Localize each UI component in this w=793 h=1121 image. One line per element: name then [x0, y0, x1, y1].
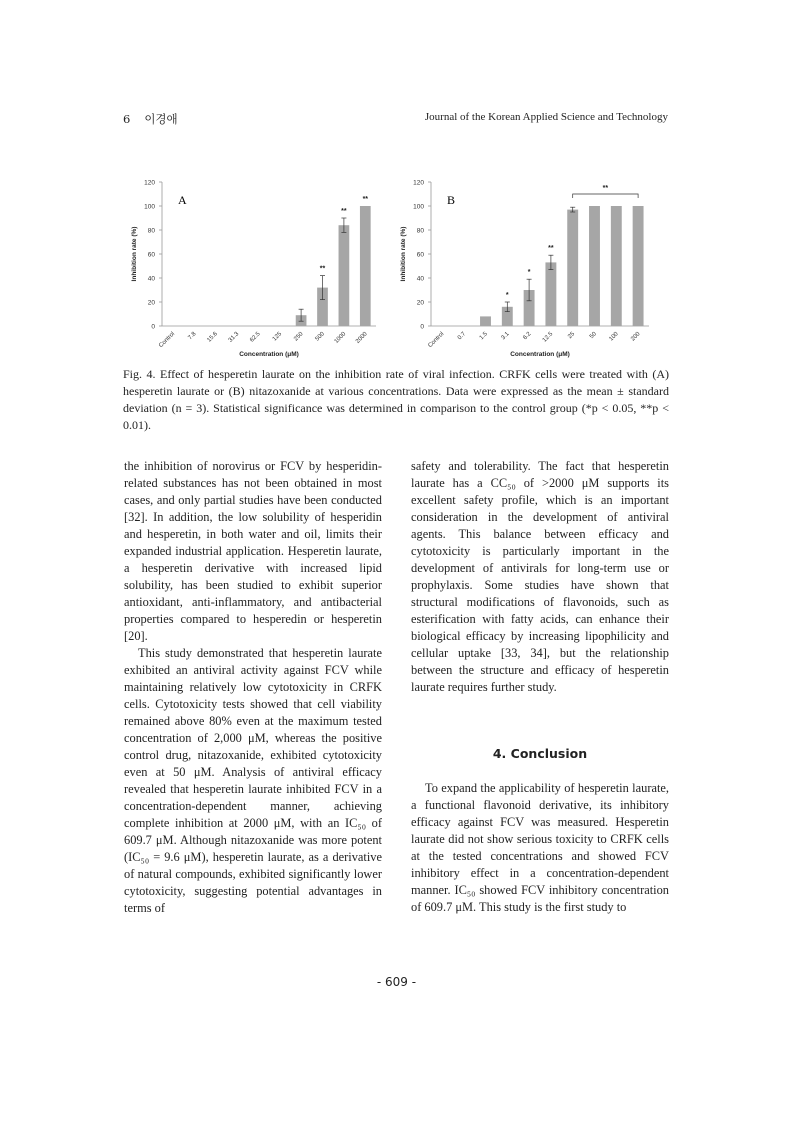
chart-b-svg — [395, 176, 655, 362]
significance-marker: ** — [362, 196, 369, 203]
y-tick-label: 100 — [413, 203, 424, 211]
x-tick-label: 15.6 — [206, 331, 219, 344]
y-tick-label: 120 — [144, 179, 155, 187]
x-tick-label: 200 — [630, 331, 642, 343]
significance-marker: * — [505, 292, 509, 299]
significance-marker: ** — [319, 265, 326, 273]
chart-panel-b — [395, 176, 655, 362]
paragraph: This study demonstrated that hesperetin laurate exhibited an antiviral activity against FCV while maintaining relatively low cytotoxicity in CRFK cells. Cytotoxicity tests showed that cell viability remained above 80% even at the maximum tested concentration of 2,000 μM, whereas the positive control drug, nitazoxanide, exhibited cytotoxicity even at 50 μM. Analysis of antiviral efficacy revealed that hesperetin laurate inhibited FCV in a concentration-dependent manner, achieving complete inhibition at 2000 μM, with an IC₅₀ of 609.7 μM. Although nitazoxanide was more potent (IC₅₀ = 9.6 μM), hesperetin laurate, as a derivative of natural compounds, exhibited significantly lower cytotoxicity, suggesting potential advantages in terms of — [124, 646, 382, 915]
x-tick-label: 500 — [314, 331, 326, 343]
y-tick-label: 80 — [416, 227, 424, 235]
body-right-column — [411, 458, 669, 696]
section-title: 4. Conclusion — [492, 746, 588, 761]
y-tick-label: 80 — [147, 227, 155, 235]
x-tick-label: 100 — [608, 331, 620, 343]
y-tick-label: 40 — [147, 275, 155, 283]
bar — [480, 316, 491, 326]
x-tick-label: 0.7 — [456, 331, 468, 342]
header-author: 이경애 — [144, 112, 178, 126]
x-tick-label: 3.1 — [500, 331, 511, 342]
bar — [567, 210, 578, 326]
x-tick-label: Control — [158, 331, 177, 350]
significance-marker: ** — [341, 208, 347, 215]
bar — [360, 206, 371, 326]
x-tick-label: 7.8 — [187, 331, 198, 342]
x-tick-label: 25 — [567, 331, 577, 341]
figure-caption — [123, 366, 669, 434]
x-axis-label: Concentration (μM) — [510, 351, 570, 358]
y-tick-label: 20 — [147, 299, 155, 307]
y-axis-label: Inhibition rate (%) — [400, 226, 407, 282]
bar — [545, 262, 556, 326]
x-axis-label: Concentration (μM) — [239, 351, 299, 358]
x-tick-label: 6.2 — [522, 331, 533, 342]
x-tick-label: 62.5 — [249, 331, 262, 344]
y-tick-label: 0 — [151, 323, 155, 331]
page-number: - 609 - — [376, 975, 417, 989]
significance-bracket — [573, 194, 638, 198]
x-tick-label: 1.5 — [478, 331, 489, 342]
significance-marker: ** — [548, 245, 554, 253]
x-tick-label: 125 — [271, 331, 284, 343]
running-header-left — [123, 111, 192, 127]
x-tick-label: 12.5 — [541, 331, 555, 344]
significance-marker: * — [527, 269, 531, 277]
y-tick-label: 120 — [413, 179, 424, 187]
conclusion-column — [411, 780, 669, 916]
y-tick-label: 0 — [420, 323, 424, 331]
body-left-column — [124, 458, 382, 917]
x-tick-label: 31.3 — [227, 331, 241, 344]
header-page-number: 6 — [123, 112, 131, 126]
x-tick-label: 50 — [588, 331, 598, 341]
bar — [633, 206, 644, 326]
y-tick-label: 20 — [416, 299, 424, 307]
x-tick-label: Control — [427, 331, 446, 350]
x-tick-label: 2000 — [355, 331, 369, 345]
x-tick-label: 250 — [293, 331, 305, 343]
bracket-significance-marker: ** — [602, 185, 609, 192]
y-tick-label: 100 — [144, 203, 155, 211]
y-axis-label: Inhibition rate (%) — [131, 226, 138, 282]
caption-label: Fig. 4. — [123, 367, 156, 381]
y-tick-label: 60 — [416, 251, 424, 259]
panel-label: A — [178, 193, 187, 207]
running-header-journal: Journal of the Korean Applied Science and Technology — [424, 111, 668, 123]
y-tick-label: 60 — [147, 251, 155, 259]
paragraph: safety and tolerability. The fact that hesperetin laurate has a CC₅₀ of >2000 μM supports its excellent safety profile, which is an important consideration in the development of antiviral agents. This balance between efficacy and cytotoxicity is particularly important in the development of antivirals for long-term use or prophylaxis. Some studies have shown that structural modifications of flavonoids, such as esterification with fatty acids, can enhance their biological efficacy by increasing lipophilicity and cellular uptake [33, 34], but the relationship between the structure and efficacy of hesperetin laurate requires further study. — [411, 459, 669, 694]
panel-label: B — [447, 193, 456, 207]
paragraph: To expand the applicability of hesperetin laurate, a functional flavonoid derivative, its inhibitory efficacy against FCV was measured. Hesperetin laurate did not show serious toxicity to CRFK cells at the tested concentrations and showed FCV inhibitory effect in a concentration-dependent manner. IC₅₀ showed FCV inhibitory concentration of 609.7 μM. This study is the first study to — [411, 781, 669, 914]
bar — [611, 206, 622, 326]
bar — [339, 225, 350, 326]
chart-panel-a — [126, 176, 382, 362]
caption-text: Effect of hesperetin laurate on the inhibition rate of viral infection. CRFK cells were treated with (A) hesperetin laurate or (B) nitazoxanide at various concentrations. Data were expressed as the mean ± standard deviation (n = 3). Statistical significance was determined in comparison to the control group (*p < 0.05, **p < 0.01). — [123, 367, 669, 432]
bar — [589, 206, 600, 326]
chart-a-svg — [126, 176, 382, 362]
paragraph: the inhibition of norovirus or FCV by hesperidin-related substances has not been obtained in most cases, and only partial studies have been conducted [32]. In addition, the low solubility of hesperidin and hesperetin, in both water and oil, limits their expanded industrial application. Hesperetin laurate, a hesperetin derivative with increased lipid solubility, has been studied to exhibit superior antioxidant, anti-inflammatory, and antibacterial properties compared to hesperedin or hesperetin [20]. — [124, 459, 382, 643]
y-tick-label: 40 — [416, 275, 424, 283]
x-tick-label: 1000 — [333, 331, 348, 345]
